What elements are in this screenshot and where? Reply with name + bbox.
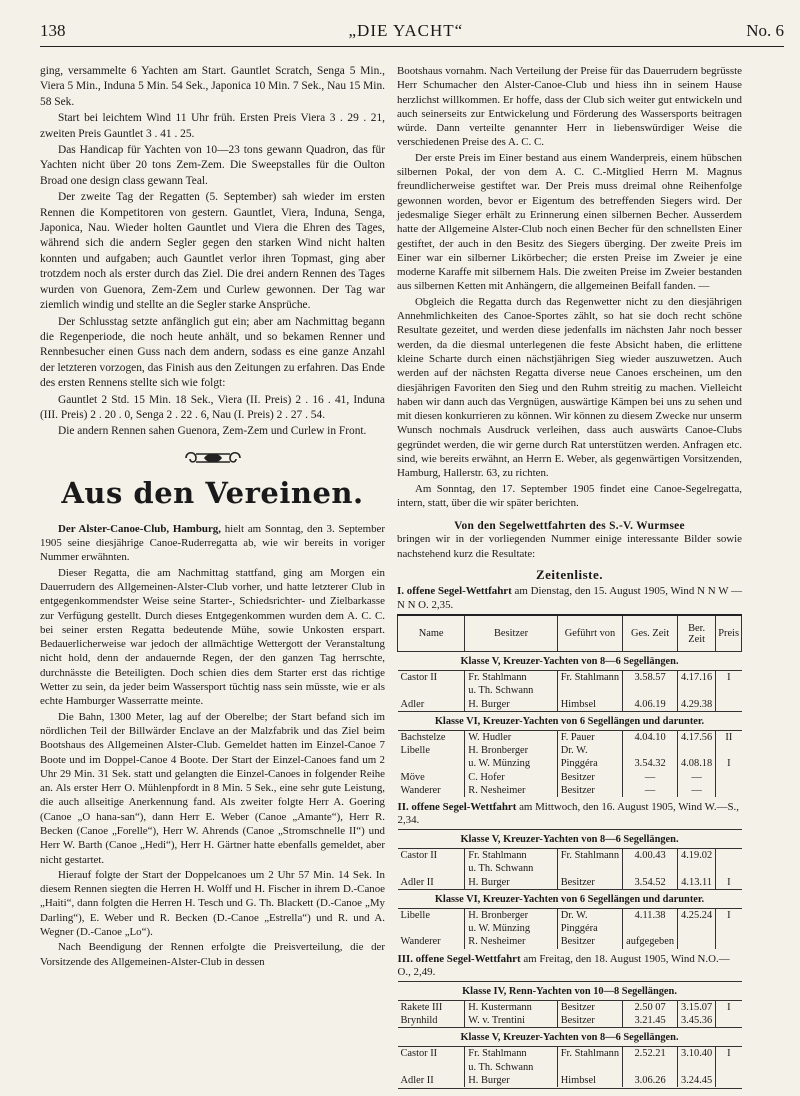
corrected-time-cell: — [678,784,716,797]
corrected-time-cell: 3.24.45 [678,1074,716,1087]
page-header [40,18,784,44]
paragraph: Die Bahn, 1300 Meter, lag auf der Oberelbe; der Start befand sich im nördlichen Teil der Billwärder Enclave an der Malzfabrik und das Ziel beim Bootshaus des Allgemeinen Alster-Club. Gemeldet hatten im Einzel-Canoe 7 Boote und im Doppel-Canoe 4 Boote. Der Start der Einzel-Canoes fand um 2 Uhr 29 Min. 31 Sek. statt und gelangten die Einzel-Canoes in folgender Reihe an. Als erster Herr O. Mühlenpfordt in 8 Min. 5 Sek., eine sehr gute Leistung, die auch allseitige Anerkennung fand. Als zweiter folgte Herr A. Goering (Canoe „O hana-san“), dann Herr E. Weber (Canoe „Amante“), Herr R. Becken (Canoe „Forelle“), Herr W. Ahrends (Canoe „Stromschnelle II“) und Herr W. Barth (Canoe „Hedi“), Herr H. Gärtner hatte ebenfalls gemeldet, aber nicht gestartet. [40,710,385,866]
paragraph: Bootshaus vornahm. Nach Verteilung der Preise für das Dauerrudern begrüsste Herr Schumacher den Alster-Canoe-Club und hiess ihn in seinem Hause herzlichst willkommen. Er hoffe, dass der Club sich weiter gut entwickeln und auch seinerseits zur Entwickelung und Förderung des Wassersports beitragen würde. Dann verteilte genannter Herr in liebenswürdiger Weise die verschiedenen Preise des A. C. C. [397,65,742,149]
yacht-name-cell: Adler II [398,876,465,890]
helmsman-cell: Himbsel [557,1074,622,1087]
helmsman-cell: Fr. Stahlmann [557,671,622,685]
corrected-time-cell: 3.15.07 [678,1000,716,1014]
prize-cell: I [727,876,731,888]
owner-cell: C. Hofer [465,771,557,784]
yacht-name-cell: Adler [398,698,465,712]
table-row [398,1014,742,1028]
klasse-heading: Klasse IV, Renn-Yachten von 10—8 Segellängen. [398,981,742,1000]
helmsman-cell: Besitzer [557,1000,622,1014]
yacht-name-cell: Castor II [398,671,465,685]
klasse-heading-row [398,889,742,908]
corrected-time-cell [678,862,716,875]
helmsman-cell: Fr. Stahlmann [557,1047,622,1061]
table-row [398,671,742,685]
corrected-time-cell [678,684,716,697]
yacht-name-cell: Brynhild [398,1014,465,1028]
paragraph: Die andern Rennen sahen Guenora, Zem-Zem und Curlew in Front. [58,425,367,438]
prize-cell: II [725,731,733,743]
elapsed-time-cell [623,1061,678,1074]
paragraph: Am Sonntag, den 17. September 1905 findet eine Canoe-Segelregatta, intern, statt, über die wir später berichten. [397,482,742,509]
yacht-name-cell: Wanderer [398,935,465,948]
corrected-time-cell [678,935,716,948]
elapsed-time-cell: 2.50 07 [623,1000,678,1014]
table-row [398,908,742,922]
paragraph: Start bei leichtem Wind 11 Uhr früh. Ersten Preis Viera 3 . 29 . 21, zweiten Preis Gauntlet 3 . 41 . 25. [40,112,385,140]
prize-cell: I [727,1048,731,1060]
prize-cell [716,1014,742,1028]
elapsed-time-cell: — [623,784,678,797]
owner-cell: u. Th. Schwann [465,684,557,697]
elapsed-time-cell [623,744,678,757]
elapsed-time-cell [623,684,678,697]
helmsman-cell: Besitzer [557,784,622,797]
helmsman-cell: Pinggéra [557,757,622,770]
table-row [398,684,742,697]
table-row [398,1074,742,1087]
table-row [398,922,742,935]
table-row [398,757,742,770]
prize-cell [716,862,742,875]
elapsed-time-cell [623,922,678,935]
elapsed-time-cell: 4.11.38 [623,908,678,922]
klasse-heading-row [398,981,742,1000]
prize-cell [716,698,742,712]
yacht-name-cell [398,922,465,935]
prize-cell: I [727,1001,731,1013]
elapsed-time-cell [623,862,678,875]
paragraph: ging, versammelte 6 Yachten am Start. Gauntlet Scratch, Senga 5 Min., Viera 5 Min., Induna 5 Min. 54 Sek., Japonica 10 Min. 7 Sek., Nau 15 Min. 58 Sek. [40,65,385,108]
column-header: Ber. Zeit [678,615,716,651]
helmsman-cell [557,1061,622,1074]
prize-cell [716,1074,742,1087]
table-header-row [398,615,742,651]
column-header: Preis [716,615,742,651]
owner-cell: u. Th. Schwann [465,862,557,875]
paragraph: Obgleich die Regatta durch das Regenwetter nicht zu den diesjährigen Annehmlichkeiten des Canoe-Sportes zählt, so hat sie doch recht schöne Resultate gezeitet, und werden diese jedenfalls im nächsten Jahr noch besser werden, da die diesmal unterlegenen die feste Absicht haben, die erlittene kleine Scharte durch einen nächstjährigen Sieg wieder auszuwetzen. Auch werden auf der nächsten Regatta diverse neue Canoes erscheinen, um den diesjährigen Favoriten den Sieg und den Ruhm streitig zu machen. Vielleicht haben wir dann auch das Vergnügen, auswärtige Kämpen bei uns zu sehen und mit diesen konkurrieren zu können. Wir können zu diesem Zwecke nur unserm Wunsch nochmals Ausdruck verleihen, dass auch auswärts Canoe-Clubs gegründet werden, die wir gerne durch Rat unterstützen werden. Anfragen etc. sind, wie bereits erwähnt, an Herrn E. Weber, als gegenwärtigen Vorsitzenden, Hamburg, Hallerstr. 63, zu richten. [397,295,742,480]
klasse-heading: Klasse V, Kreuzer-Yachten von 8—6 Segellängen. [398,1028,742,1047]
klasse-heading: Klasse V, Kreuzer-Yachten von 8—6 Segellängen. [398,651,742,670]
paragraph: Nach Beendigung der Rennen erfolgte die Preisverteilung, die der Vorsitzende des Allgemeinen-Alster-Club in dessen [40,941,385,968]
owner-cell: u. Th. Schwann [465,1061,557,1074]
elapsed-time-cell: 3.54.32 [623,757,678,770]
elapsed-time-cell: 4.04.10 [623,730,678,744]
table-row [398,849,742,863]
helmsman-cell: Dr. W. [557,908,622,922]
column-header: Geführt von [557,615,622,651]
prize-cell [716,849,742,863]
owner-cell: H. Burger [465,698,557,712]
yacht-name-cell [398,684,465,697]
klasse-heading-row [398,829,742,848]
owner-cell: H. Bronberger [465,908,557,922]
corrected-time-cell [678,922,716,935]
race-1-info: I. offene Segel-Wettfahrt am Dienstag, den 15. August 1905, Wind N N W —N N O. 2,35. [397,584,742,612]
elapsed-time-cell: 3.54.52 [623,876,678,890]
prize-cell [716,935,742,948]
race-2-info-row: II. offene Segel-Wettfahrt am Mittwoch, den 16. August 1905, Wind W.—S., 2,34. [397,800,739,826]
helmsman-cell: Himbsel [557,698,622,712]
table-row [398,1061,742,1074]
column-header: Besitzer [465,615,557,651]
owner-cell: u. W. Münzing [465,757,557,770]
page-number: 138 [40,21,66,40]
table-row [398,744,742,757]
elapsed-time-cell: 4.06.19 [623,698,678,712]
right-column [397,64,742,1089]
elapsed-time-cell: 3.58.57 [623,671,678,685]
owner-cell: Fr. Stahlmann [465,1047,557,1061]
helmsman-cell: Fr. Stahlmann [557,849,622,863]
klasse-heading: Klasse V, Kreuzer-Yachten von 8—6 Segellängen. [398,829,742,848]
table-row [398,771,742,784]
club-intro: hielt am Sonntag, den 3. September 1905 seine diesjährige Canoe-Ruderregatta ab, wie wir bereits in voriger Nummer erwähnten. [40,522,385,564]
section-heading: Aus den Vereinen. [61,475,364,510]
prize-cell [716,922,742,935]
table-row [398,1047,742,1061]
table-row [398,730,742,744]
klasse-heading-row [398,711,742,730]
table-row [398,862,742,875]
paragraph: Der erste Preis im Einer bestand aus einem Wanderpreis, einem hübschen silbernen Pokal, der von dem A. C. C.-Mitglied Herrn M. Magnus freundlicherweise gestiftet war. Der Preis muss dreimal ohne Reihenfolge gewonnen worden, bevor er Eigentum des betreffenden Siegers wird. Der jedesmalige Sieger erhält zu Erinnerung einen silbernen Becher. Ausserdem hatte der Allgemeine Alster-Club noch einen Becher für den schnellsten Einer gestiftet, der auch in den Besitz des Siegers überging. Der zweite Preis im Einer war ein silberner Likörbecher; die ersten Preise im Zweier je eine moderne Karaffe mit silbernem Hals. Die zweiten Preise im Zweier bestanden aus silbernen Ketten mit Anhängern, die allgemeinen Beifall fanden. — [397,151,742,293]
column-header: Name [398,615,465,651]
yacht-name-cell [398,757,465,770]
helmsman-cell: Besitzer [557,876,622,890]
wurmsee-intro: bringen wir in der vorliegenden Nummer einige interessante Bilder sowie nachstehend kurz die Resultate: [397,533,742,560]
klasse-heading: Klasse VI, Kreuzer-Yachten von 6 Segellängen und darunter. [398,889,742,908]
table-row [398,784,742,797]
klasse-heading-row [398,651,742,670]
wurmsee-heading: Von den Segelwettfahrten des S.-V. Wurmsee [454,520,685,533]
helmsman-cell: Dr. W. [557,744,622,757]
column-header: Ges. Zeit [623,615,678,651]
corrected-time-cell: 3.45.36 [678,1014,716,1028]
owner-cell: W. v. Trentini [465,1014,557,1028]
corrected-time-cell: 4.17.16 [678,671,716,685]
owner-cell: Fr. Stahlmann [465,671,557,685]
owner-cell: R. Nesheimer [465,935,557,948]
helmsman-cell [557,684,622,697]
yacht-name-cell: Libelle [398,744,465,757]
table-row [398,876,742,890]
journal-title: „DIE YACHT“ [348,21,464,40]
yacht-name-cell: Bachstelze [398,730,465,744]
prize-cell [716,784,742,797]
elapsed-time-cell: 3.06.26 [623,1074,678,1087]
table-row [398,935,742,948]
owner-cell: H. Burger [465,876,557,890]
table-row [398,1000,742,1014]
yacht-name-cell: Rakete III [398,1000,465,1014]
results-table [397,614,742,1089]
header-rule [40,46,784,47]
owner-cell: W. Hudler [465,730,557,744]
table-end-rule [398,1087,742,1089]
corrected-time-cell: 4.25.24 [678,908,716,922]
yacht-name-cell: Castor II [398,1047,465,1061]
yacht-name-cell: Wanderer [398,784,465,797]
paragraph: Dieser Regatta, die am Nachmittag stattfand, ging am Morgen ein Dauerrudern des Allgemeinen-Alster-Club vorher, und hatte letzterer Club in entgegenkommendster Weise seine Starter-, Schiedsrichter- und Zielbarkasse zur Verfügung gestellt. Durch dieses Entgegenkommen wurden dem A. C. C. bei seiner ersten Regatta bedeutende Mühe, sowie Unkosten erspart. Bedauerlicherweise war jedoch der allmächtige Wettergott der Veranstaltung nicht hold, denn der andauernde Regen, der den ganzen Tag herrschte, durchnässte die Beteiligten. Doch schien dies dem Starter erst das richtige Wetter zu sein, da jeder beim Wassersport tüchtig nass sein müsste, wie er als echte Hamburger Wasserratte meinte. [40,566,385,708]
prize-cell [716,744,742,757]
owner-cell: H. Bronberger [465,744,557,757]
paragraph: Hierauf folgte der Start der Doppelcanoes um 2 Uhr 57 Min. 14 Sek. In diesem Rennen siegten die Herren H. Wolff und H. Fischer in ihrem D.-Canoe „Haiti“, dann folgten die Herren H. Tesch und G. Th. Blackett (D.-Canoe „My Darling“), E. Weber und R. Becken (D.-Canoe „Estrella“) und R. und A. Wegner (D.-Canoe „Lo“). [40,868,385,939]
corrected-time-cell: 4.29.38 [678,698,716,712]
prize-cell: I [727,909,731,921]
owner-cell: H. Burger [465,1074,557,1087]
yacht-name-cell: Libelle [398,908,465,922]
issue-number: No. 6 [746,21,784,40]
owner-cell: R. Nesheimer [465,784,557,797]
yacht-name-cell [398,1061,465,1074]
corrected-time-cell [678,744,716,757]
helmsman-cell: Besitzer [557,935,622,948]
paragraph: Gauntlet 2 Std. 15 Min. 18 Sek., Viera (II. Preis) 2 . 16 . 41, Induna (III. Preis) 2 . 20 . 0, Senga 2 . 22 . 6, Nau (I. Preis) 2 . 27 . 54. [40,393,385,421]
prize-cell: I [727,758,731,770]
table-row [398,698,742,712]
corrected-time-cell [678,1061,716,1074]
yacht-name-cell: Möve [398,771,465,784]
prize-cell [716,1061,742,1074]
owner-cell: H. Kustermann [465,1000,557,1014]
paragraph: Das Handicap für Yachten von 10—23 tons gewann Quadron, das für Yachten nicht über 20 tons Zem-Zem. Die Sweepstalles für die Oulton Broad one design class gewann Teal. [40,144,385,187]
paragraph: Der Schlusstag setzte anfänglich gut ein; aber am Nachmittag begann die Regenperiode, die noch heute anhält, und so bekamen Renner und Rennbesucher einen Guss nach dem andern, sodass es eine ganze Anzahl der letzteren vorzogen, das Finish aus den Zeitungen zu erfahren. Das Ende des ersten Rennens stellte sich wie folgt: [40,315,385,390]
zeitenliste-title: Zeitenliste. [535,566,603,582]
yacht-name-cell: Castor II [398,849,465,863]
helmsman-cell [557,862,622,875]
prize-cell [716,684,742,697]
klasse-heading-row [398,1028,742,1047]
helmsman-cell: Pinggéra [557,922,622,935]
corrected-time-cell: 4.13.11 [678,876,716,890]
corrected-time-cell: 4.08.18 [678,757,716,770]
elapsed-time-cell: — [623,771,678,784]
paragraph: Der zweite Tag der Regatten (5. September) sah wieder im ersten Rennen die Kompetitoren von gestern. Gauntlet, Viera, Induna, Senga, Japonica, Nau. Wieder holten Gauntlet und Viera die Ehren des Tages, während sich die andern Segler gegen den starken Wind nicht halten konnten und aufgaben; auch Gauntlet verlor ihren Topmast, ging aber trotzdem noch als erster durch das Ziel. Die drei andern Rennen des Tages wurden von Guenora, Zem-Zem und Curlew gewonnen. Der Tag war ziemlich windig und stellte an die Segler starke Ansprüche. [40,191,385,312]
owner-cell: u. W. Münzing [465,922,557,935]
yacht-name-cell [398,862,465,875]
elapsed-time-cell: 4.00.43 [623,849,678,863]
corrected-time-cell: 4.19.02 [678,849,716,863]
prize-cell [716,771,742,784]
scroll-ornament-icon [40,448,385,470]
left-column [40,64,385,970]
elapsed-time-cell: aufgegeben [623,935,678,948]
club-name: Der Alster-Canoe-Club, Hamburg, [58,522,221,535]
owner-cell: Fr. Stahlmann [465,849,557,863]
corrected-time-cell: — [678,771,716,784]
helmsman-cell: Besitzer [557,1014,622,1028]
helmsman-cell: Besitzer [557,771,622,784]
corrected-time-cell: 3.10.40 [678,1047,716,1061]
elapsed-time-cell: 2.52.21 [623,1047,678,1061]
yacht-name-cell: Adler II [398,1074,465,1087]
klasse-heading: Klasse VI, Kreuzer-Yachten von 6 Segellängen und darunter. [398,711,742,730]
elapsed-time-cell: 3.21.45 [623,1014,678,1028]
corrected-time-cell: 4.17.56 [678,730,716,744]
helmsman-cell: F. Pauer [557,730,622,744]
race-3-info-row: III. offene Segel-Wettfahrt am Freitag, den 18. August 1905, Wind N.O.—O., 2,49. [397,952,730,978]
prize-cell: I [727,672,731,684]
